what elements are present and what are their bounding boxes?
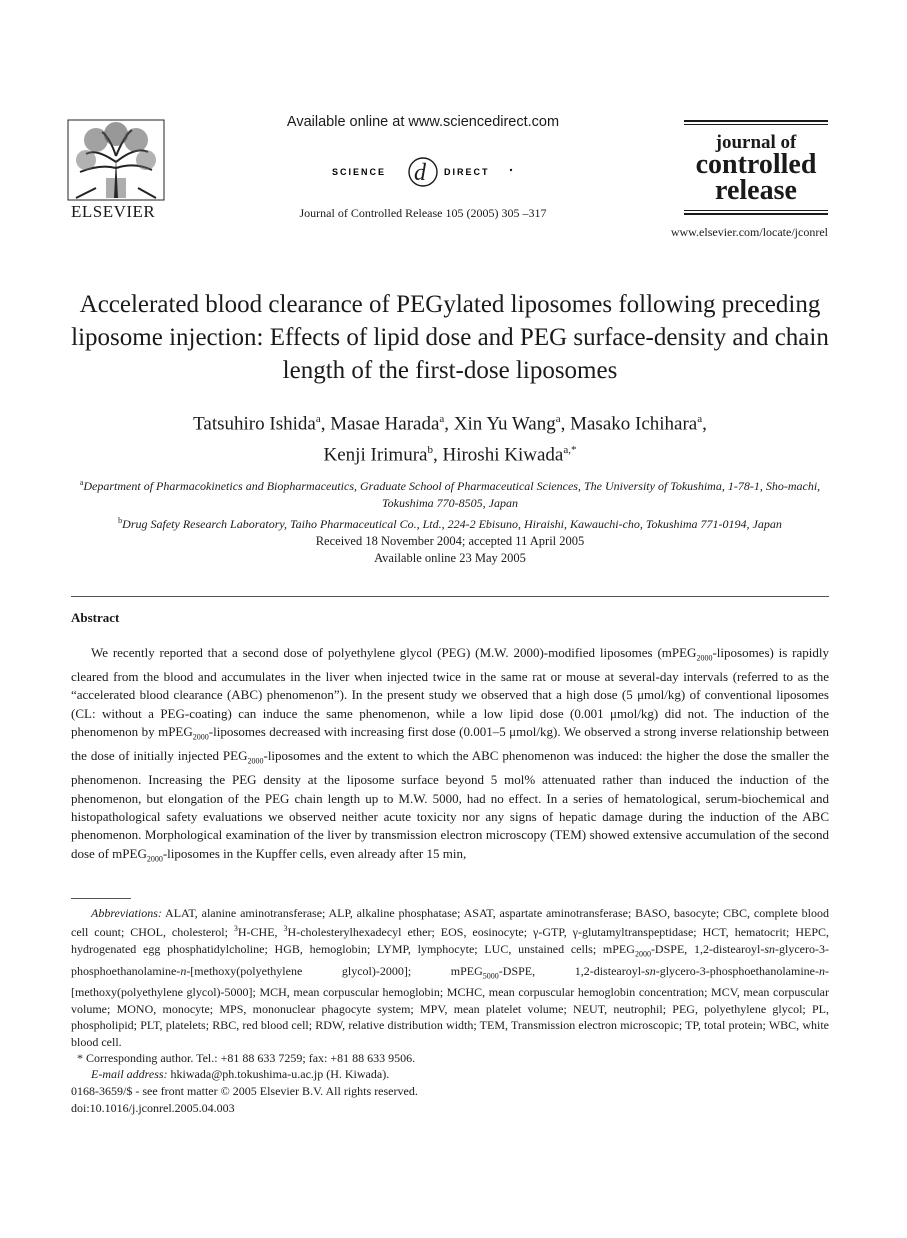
copyright-block bbox=[71, 1083, 418, 1116]
author-affiliation-mark: a bbox=[697, 413, 703, 425]
issn-line: 0168-3659/$ - see front matter © 2005 Elsevier B.V. All rights reserved. bbox=[71, 1084, 418, 1098]
author-affiliation-mark: b bbox=[427, 444, 433, 457]
footnotes bbox=[71, 905, 829, 1083]
author-affiliation-mark: a bbox=[555, 413, 561, 425]
author-affiliation-mark: a bbox=[439, 413, 445, 425]
author-name: Kenji Irimura bbox=[323, 444, 428, 466]
journal-logo bbox=[684, 120, 828, 220]
available-online-text: Available online at www.sciencedirect.com bbox=[286, 114, 560, 130]
journal-logo-line1: journal of bbox=[715, 132, 797, 153]
journal-url-link[interactable]: www.elsevier.com/locate/jconrel bbox=[670, 225, 828, 239]
svg-text:d: d bbox=[414, 160, 426, 186]
sciencedirect-logo bbox=[330, 150, 516, 190]
affiliations bbox=[70, 474, 830, 533]
author-name: Masako Ichihara bbox=[570, 413, 698, 435]
author-affiliation-mark: a bbox=[315, 413, 321, 425]
author-name: Masae Harada bbox=[330, 413, 440, 435]
author-name: Xin Yu Wang bbox=[453, 413, 556, 435]
author-name: Tatsuhiro Ishida bbox=[193, 413, 316, 435]
abstract-heading: Abstract bbox=[71, 610, 120, 625]
article-dates bbox=[70, 533, 830, 567]
email-footnote: E-mail address: hkiwada@ph.tokushima-u.ac.jp (H. Kiwada). bbox=[91, 1067, 390, 1082]
journal-logo-line2: controlled bbox=[695, 149, 817, 180]
journal-logo-line3: release bbox=[715, 175, 797, 206]
section-divider bbox=[71, 596, 829, 597]
email-address-link[interactable]: hkiwada@ph.tokushima-u.ac.jp (H. Kiwada). bbox=[167, 1067, 390, 1082]
article-title: Accelerated blood clearance of PEGylated liposomes following preceding liposome injection: Effects of lipid dose and PEG surface-density and chain length of the first-dose liposomes bbox=[71, 291, 829, 384]
abstract-body: We recently reported that a second dose of polyethylene glycol (PEG) (M.W. 2000)-modified liposomes (mPEG$_{2000}$-liposomes) is rapidly cleared from the blood and accumulates in the liver when injected twice in the same rat or mouse at several-day intervals (referred to as the “accelerated blood clearance (ABC) phenomenon”). In the present study we observed that a high dose (5 μmol/kg) of conventional liposomes (CL: without a PEG-coating) can induce the same phenomenon, while a low lipid dose (0.001 μmol/kg) did not. The induction of the phenomenon by mPEG$_{2000}$-liposomes decreased with increasing first dose (0.001–5 μmol/kg). We observed a strong inverse relationship between the dose of initially injected $PEG_{2000}$-liposomes and the extent to which the ABC phenomenon was induced: the higher the dose the smaller the phenomenon. Increasing the PEG density at the liposome surface beyond 5 mol% attenuated rather than induced the induction of the phenomenon, but elongation of the PEG chain length up to M.W. 5000, had no effect. In a series of hematological, serum-biochemical and histopathological safety evaluations we observed neither acute toxicity nor any signs of hepatic damage during the induction of the ABC phenomenon. Morphological examination of the liver by transmission electron microscopy (TEM) showed extensive accumulation of the second dose of mPEG$_{2000}$-liposomes in the Kupffer cells, even already after 15 min, bbox=[71, 645, 830, 864]
received-date: Received 18 November 2004; accepted 11 April 2005 bbox=[315, 534, 585, 548]
author-affiliation-mark: a,* bbox=[563, 444, 577, 457]
corresponding-author-footnote: * Corresponding author. Tel.: +81 88 633 7259; fax: +81 88 633 9506. bbox=[77, 1051, 416, 1066]
available-date: Available online 23 May 2005 bbox=[374, 551, 526, 565]
sd-left-text: SCIENCE bbox=[332, 167, 387, 177]
journal-citation: Journal of Controlled Release 105 (2005) 305 –317 bbox=[299, 206, 547, 220]
affiliation-item: $^a$Department of Pharmacokinetics and Biopharmaceutics, Graduate School of Pharmaceutical Sciences, The University of Tokushima, 1-78-1, Sho-machi, Tokushima 770-8505, Japan bbox=[79, 478, 821, 510]
abbreviations-footnote: Abbreviations: ALAT, alanine aminotransferase; ALP, alkaline phosphatase; ASAT, aspartate aminotransferase; BASO, basocyte; CBC, complete blood cell count; CHOL, cholesterol; $^3$H-CHE, $^3$H-cholesterylhexadecyl ether; EOS, eosinocyte; γ-GTP, γ-glutamyltranspeptidase; HCT, hematocrit; HEPC, hydrogenated egg phosphatidylcholine; HGB, hemoglobin; LYMP, lymphocyte; LUC, unstained cells; mPEG$_{2000}$-DSPE, 1,2-distearoyl-sn-glycero-3-phosphoethanolamine-n-[methoxy(polyethylene glycol)-2000]; mPEG$_{5000}$-DSPE, 1,2-distearoyl-sn-glycero-3-phosphoethanolamine-n-[methoxy(polyethylene glycol)-5000]; MCH, mean corpuscular hemoglobin; MCHC, mean corpuscular hemoglobin concentration; MCV, mean corpuscular volume; MONO, monocyte; MPS, mononuclear phagocyte system; MPV, mean platelet volume; NEUT, neutrophil; PEG, polyethylene glycol; PL, phospholipid; PLT, platelets; RBC, red blood cell; RDW, relative distribution width; TEM, Transmission electron microscopic; TP, total protein; WBC, white blood cell. bbox=[71, 906, 829, 1049]
publisher-name: ELSEVIER bbox=[71, 202, 156, 221]
sd-right-text: DIRECT bbox=[444, 167, 490, 177]
footnote-divider bbox=[71, 898, 131, 899]
author-list: Tatsuhiro Ishida$^a$, Masae Harada$^a$, Xin Yu Wang$^a$, Masako Ichihara$^a$, Kenji Irimura$^b$, Hiroshi Kiwada$^{a,*}$ bbox=[193, 413, 707, 466]
author-name: Hiroshi Kiwada bbox=[442, 444, 564, 466]
doi-line[interactable]: doi:10.1016/j.jconrel.2005.04.003 bbox=[71, 1100, 235, 1115]
affiliation-item: $^b$Drug Safety Research Laboratory, Taiho Pharmaceutical Co., Ltd., 224-2 Ebisuno, Hiraishi, Kawauchi-cho, Tokushima 771-0194, Japan bbox=[118, 516, 782, 531]
